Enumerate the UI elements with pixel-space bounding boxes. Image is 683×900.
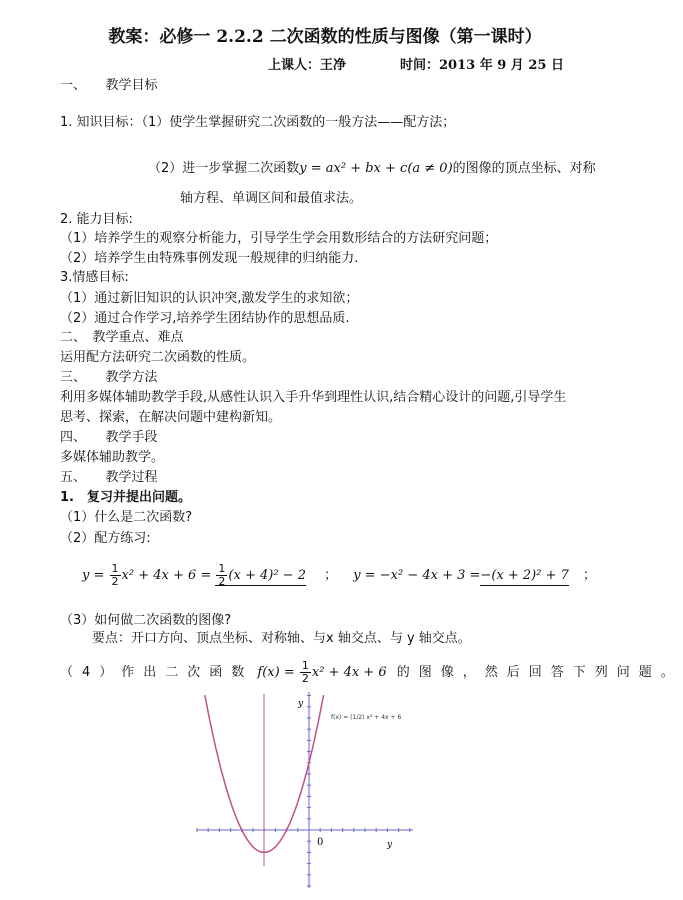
knowledge-goal-1: 1. 知识目标：（1）使学生掌握研究二次函数的一般方法——配方法； (60, 115, 456, 130)
question-4-text-b: 的图像，然后回答下列问题。 (396, 665, 683, 680)
axis-ticks (197, 696, 410, 886)
question-4-text-a: （4）作出二次函数 (60, 665, 254, 680)
question-1: （1）什么是二次函数? (60, 510, 193, 525)
section-heading-objectives: 一、 教学目标 (60, 78, 158, 93)
eq1-mid: x² + 4x + 6 = (121, 568, 212, 583)
origin-label: 0 (317, 837, 324, 848)
section-heading-methods: 三、 教学方法 (60, 370, 158, 385)
knowledge-goal-2-text-a: （2）进一步掌握二次函数 (148, 161, 300, 176)
question-3-keypoints: 要点：开口方向、顶点坐标、对称轴、与x 轴交点、与 y 轴交点。 (92, 631, 471, 646)
x-axis-label: y (387, 840, 393, 850)
question-4 (60, 660, 683, 686)
section-heading-keypoints: 二、 教学重点、难点 (60, 330, 184, 345)
parabola-graph (197, 692, 437, 892)
ability-goal-heading: 2. 能力目标: (60, 212, 133, 227)
methods-body-1: 利用多媒体辅助教学手段,从感性认识入手升华到理性认识,结合精心设计的问题,引导学生 (60, 390, 567, 405)
eq1-answer-frac-den: 2 (218, 575, 226, 588)
eq2-answer: −(x + 2)² + 7 (480, 568, 568, 586)
step-1-heading: 1. 复习并提出问题。 (60, 490, 191, 505)
keypoints-body: 运用配方法研究二次函数的性质。 (60, 350, 256, 365)
y-axis-label: y (298, 699, 304, 709)
completing-square-exercise (82, 563, 596, 589)
emotion-goal-heading: 3.情感目标: (60, 270, 129, 285)
eq1-answer-text: (x + 4)² − 2 (228, 568, 306, 583)
ability-goal-2: （2）培养学生由特殊事例发现一般规律的归纳能力. (60, 251, 359, 266)
ability-goal-1: （1）培养学生的观察分析能力，引导学生学会用数形结合的方法研究问题； (60, 231, 498, 246)
emotion-goal-1: （1）通过新旧知识的认识冲突,激发学生的求知欲； (60, 291, 359, 306)
eq1-answer (215, 562, 306, 588)
eq-separator-1: ； (324, 568, 338, 583)
quadratic-formula: y = ax² + bx + c(a ≠ 0) (299, 161, 453, 176)
emotion-goal-2: （2）通过合作学习,培养学生团结协作的思想品质. (60, 311, 350, 326)
teacher-name: 上课人：王净 (268, 58, 347, 73)
methods-body-2: 思考、探索，在解决问题中建构新知。 (60, 410, 282, 425)
eq1-fraction (110, 563, 121, 588)
knowledge-goal-2-cont: 轴方程、单调区间和最值求法。 (180, 191, 363, 206)
eq2-left: y = −x² − 4x + 3 = (353, 568, 481, 583)
eq1-answer-frac-num: 1 (218, 562, 226, 575)
knowledge-goal-2-text-b: 的图像的顶点坐标、对称 (452, 161, 596, 176)
question-3: （3）如何做二次函数的图像? (60, 613, 232, 628)
question-4-frac-num: 1 (301, 659, 309, 672)
knowledge-goal-2 (148, 160, 596, 178)
eq1-fraction-num: 1 (111, 562, 119, 575)
means-body: 多媒体辅助教学。 (60, 450, 165, 465)
eq1-fraction-den: 2 (111, 575, 119, 588)
question-4-fraction (300, 660, 311, 685)
page-title: 教案：必修一 2.2.2 二次函数的性质与图像（第一课时） (108, 27, 542, 47)
eq-separator-2: ； (583, 568, 597, 583)
question-4-expr: x² + 4x + 6 (311, 665, 387, 680)
section-heading-process: 五、 教学过程 (60, 470, 158, 485)
question-2: （2）配方练习: (60, 531, 151, 546)
section-heading-means: 四、 教学手段 (60, 430, 158, 445)
function-legend: f(x) = (1/2) x² + 4x + 6 (331, 714, 402, 721)
question-4-frac-den: 2 (301, 672, 309, 685)
question-4-fx: f(x) = (257, 665, 295, 680)
lesson-date: 时间：2013 年 9 月 25 日 (400, 58, 564, 73)
eq1-left: y = (82, 568, 105, 583)
